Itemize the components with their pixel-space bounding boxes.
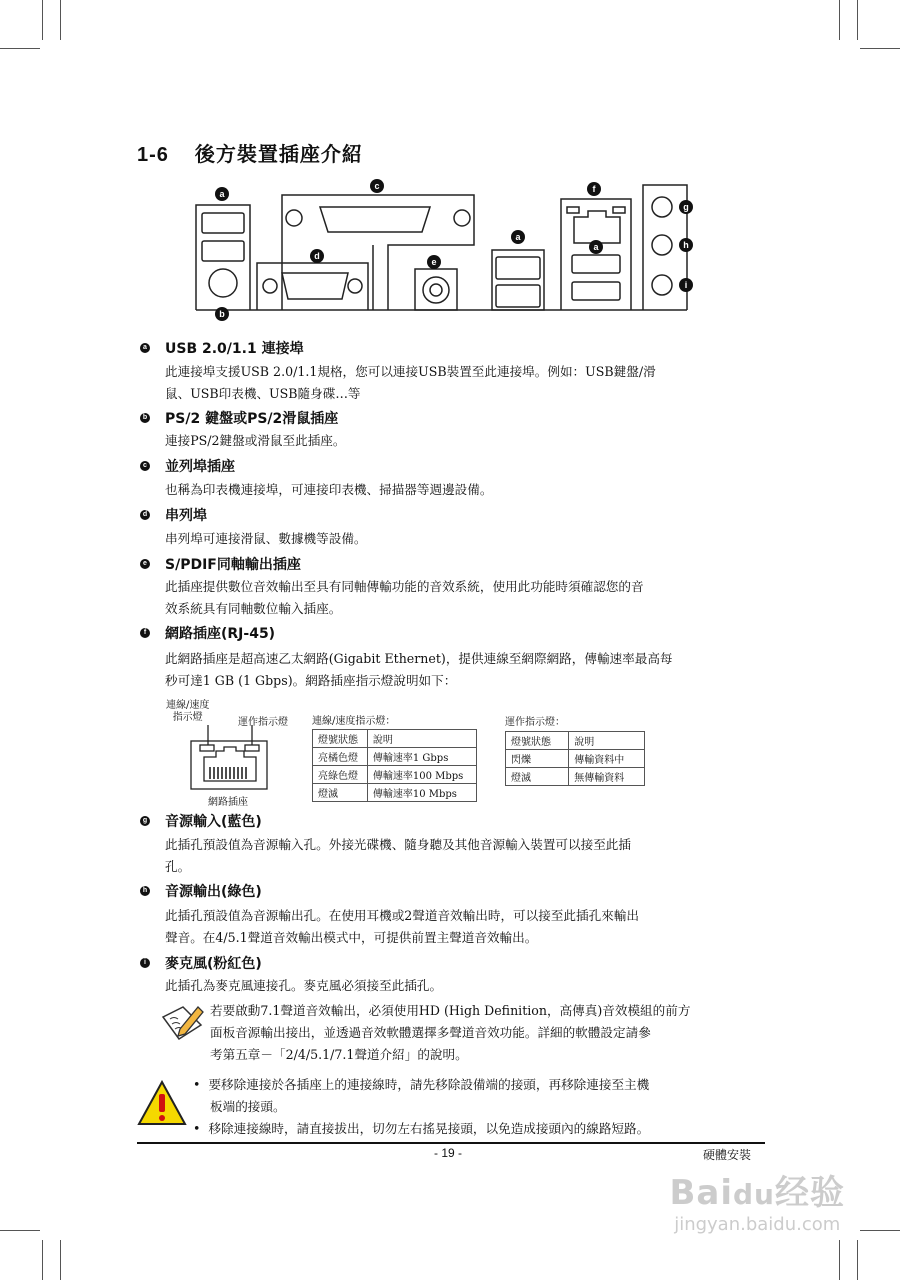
serial-port [282,273,348,299]
table-cell: 燈滅 [506,768,569,786]
table-cell: 亮綠色燈 [313,766,368,784]
led-activity-label: 運作指示燈 [238,717,288,728]
crop-mark [860,1230,900,1231]
table-cell: 燈號狀態 [506,732,569,750]
speed-table-title: 連線/速度指示燈： [312,716,396,727]
svg-text:d: d [314,251,320,261]
item-description: 此插孔預設值為音源輸入孔。外接光碟機、隨身聽及其他音源輸入裝置可以接至此插 孔。 [165,837,631,874]
rj45-port [574,211,620,243]
warning-bullet: • 要移除連接於各插座上的連接線時，請先移除設備端的接頭，再移除連接至主機 [193,1077,650,1092]
rj45-led-illustration [190,725,270,791]
usb-port [496,285,540,307]
serial-block [257,263,368,310]
table-cell: 傳輸速率100 Mbps [367,766,476,784]
activity-led-table [505,731,645,786]
bullet-icon: g [140,816,150,826]
item-heading: f 網路插座(RJ-45) [140,623,275,643]
audio-jack-mic [652,275,672,295]
item-heading: h 音源輸出(綠色) [140,881,262,901]
screw [454,210,470,226]
lan-port-label: 網路插座 [208,797,248,808]
crop-mark [839,0,840,40]
item-description: 此插座提供數位音效輸出至具有同軸傳輸功能的音效系統，使用此功能時須確認您的音 效系統具有同軸數位輸入插座。 [165,579,644,616]
screw [263,279,277,293]
back-panel-diagram [190,175,700,325]
screw [286,210,302,226]
usb-port [202,213,244,233]
watermark-logo: Baidu经验 jingyan.baidu.com [669,1173,845,1235]
ps2-port [209,269,237,297]
table-cell: 傳輸速率10 Mbps [367,784,476,802]
item-description: 也稱為印表機連接埠，可連接印表機、掃描器等週邊設備。 [165,482,493,497]
svg-text:e: e [431,257,437,267]
led-speed-label: 連線/速度 指示燈 [166,700,210,723]
usb-port [572,282,620,300]
crop-mark [60,1240,61,1280]
table-cell: 燈號狀態 [313,730,368,748]
svg-text:c: c [374,181,380,191]
footer-rule [137,1142,765,1144]
crop-mark [42,0,43,40]
table-cell: 說明 [367,730,476,748]
warning-bullet: • 移除連接線時，請直接拔出，切勿左右搖晃接頭，以免造成接頭內的線路短路。 [193,1121,650,1136]
table-cell: 燈滅 [313,784,368,802]
item-heading: b PS/2 鍵盤或PS/2滑鼠插座 [140,408,338,428]
bullet-icon: h [140,886,150,896]
note-text: 若要啟動7.1聲道音效輸出，必須使用HD (High Definition，高傳真)音效模組的前方 面板音源輸出接出，並透過音效軟體選擇多聲道音效功能。詳細的軟體設定請參 考第五章－「2/4/5.1/7.1聲道介紹」的說明。 [210,1003,691,1062]
crop-mark [42,1240,43,1280]
item-description: 連接PS/2鍵盤或滑鼠至此插座。 [165,433,346,448]
item-heading: i 麥克風(粉紅色) [140,953,262,973]
item-description: 此插孔預設值為音源輸出孔。在使用耳機或2聲道音效輸出時，可以接至此插孔來輸出 聲音。在4/5.1聲道音效輸出模式中，可提供前置主聲道音效輸出。 [165,908,639,945]
item-description: 此網路插座是超高速乙太網路(Gigabit Ethernet)，提供連線至網際網路，傳輸速率最高每 秒可達1 GB (1 Gbps)。網路插座指示燈說明如下： [165,651,673,688]
table-row [506,768,645,786]
item-heading: g 音源輸入(藍色) [140,811,262,831]
led [613,207,625,213]
bullet-icon: c [140,461,150,471]
section-title: 1-6 後方裝置插座介紹 [137,142,363,166]
bullet-icon: a [140,343,150,353]
warning-list: • 要移除連接於各插座上的連接線時，請先移除設備端的接頭，再移除連接至主機 板端的接頭。 • 移除連接線時，請直接拔出，切勿左右搖晃接頭，以免造成接頭內的線路短路。 [193,1074,767,1140]
speed-led-table [312,729,477,802]
table-cell: 閃爍 [506,750,569,768]
bullet-icon: e [140,559,150,569]
audio-jack-line-out [652,235,672,255]
usb-ps2-block [196,205,250,310]
bullet-icon: b [140,413,150,423]
note-pencil-icon [160,1003,205,1043]
parallel-port [320,207,430,232]
svg-text:a: a [219,189,225,199]
spdif-jack [423,277,449,303]
item-heading: a USB 2.0/1.1 連接埠 [140,338,304,358]
svg-text:i: i [684,280,688,290]
item-heading: c 並列埠插座 [140,456,235,476]
parallel-block [282,195,474,310]
item-heading: d 串列埠 [140,505,207,525]
usb-block [492,250,544,310]
crop-mark [860,48,900,49]
activity-table-title: 運作指示燈： [505,717,565,728]
table-cell: 亮橘色燈 [313,748,368,766]
item-heading: e S/PDIF同軸輸出插座 [140,554,301,574]
bullet-icon: d [140,510,150,520]
audio-jack-line-in [652,197,672,217]
table-row [313,766,477,784]
svg-text:a: a [593,242,599,252]
warning-icon [137,1080,187,1126]
svg-text:a: a [515,232,521,242]
table-row [506,732,645,750]
table-cell: 傳輸速率1 Gbps [367,748,476,766]
item-description: 此插孔為麥克風連接孔。麥克風必須接至此插孔。 [165,978,443,993]
table-cell: 無傳輸資料 [569,768,645,786]
crop-mark [0,48,40,49]
item-description: 串列埠可連接滑鼠、數據機等設備。 [165,531,367,546]
table-cell: 說明 [569,732,645,750]
table-row [313,730,477,748]
svg-text:g: g [683,202,689,212]
spdif-block [415,269,457,310]
chapter-name: 硬體安裝 [703,1148,752,1162]
svg-text:h: h [683,240,689,250]
crop-mark [60,0,61,40]
crop-mark [839,1240,840,1280]
crop-mark [857,1240,858,1280]
item-description: 此連接埠支援USB 2.0/1.1規格，您可以連接USB裝置至此連接埠。例如：USB鍵盤/滑 鼠、USB印表機、USB隨身碟…等 [165,364,656,401]
page-number: - 19 - [434,1146,463,1160]
svg-text:f: f [592,184,596,194]
crop-mark [857,0,858,40]
crop-mark [0,1230,40,1231]
usb-port [496,257,540,279]
table-row [313,748,477,766]
screw [348,279,362,293]
table-row [313,784,477,802]
led [567,207,579,213]
svg-text:b: b [219,309,225,319]
bullet-icon: f [140,628,150,638]
bullet-icon: i [140,958,150,968]
usb-port [202,241,244,261]
table-cell: 傳輸資料中 [569,750,645,768]
usb-port [572,255,620,273]
table-row [506,750,645,768]
